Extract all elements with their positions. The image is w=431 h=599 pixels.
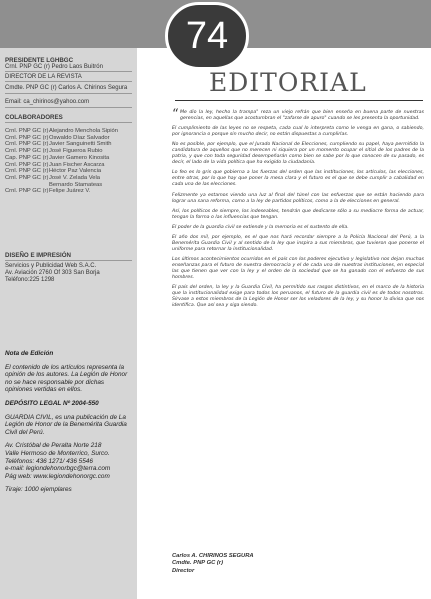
design-line: Av. Aviación 2760 Of 303 San Borja <box>5 270 100 276</box>
editorial-body <box>172 110 424 313</box>
divider <box>5 122 132 123</box>
page-title: EDITORIAL <box>209 68 367 97</box>
collaborator-rank: Crnl. PNP GC (r) <box>5 128 49 134</box>
editorial-paragraph: Lo feo es lo gris que gobierna a las fuerzas del orden que las instituciones, los artículos, las elecciones, entre otras, por lo que hay que poner la mesa clara y el futuro es el que se debe cumplir a cabalidad en cada una de las elecciones. <box>172 170 424 188</box>
collaborator-name: Alejandro Menchola Sipión <box>49 128 118 134</box>
collaborator-row <box>5 128 118 135</box>
collaborator-row <box>5 155 118 162</box>
editorial-paragraph: El poder de la guardia civil se extiende y la memoria es el sustento de ella. <box>172 224 349 230</box>
president-name: Crnl. PNP GC (r) Pedro Laos Buitrón <box>5 64 103 70</box>
collaborators-label: COLABORADORES <box>5 114 63 121</box>
divider <box>5 71 132 72</box>
address-line: Pág web: www.legiondehonorgc.com <box>5 472 110 480</box>
collaborator-name: Héctor Paz Valencia <box>49 168 102 175</box>
nota-text: El contenido de los artículos representa la opinión de los autores. La Legión de Honor no se hace responsable por dichas opiniones vertidas en ellos. <box>5 363 128 394</box>
collaborator-name: Oswaldo Díaz Salvador <box>49 134 110 141</box>
address-line: e-mail: legiondehonorbgc@terra.com <box>5 465 111 473</box>
director-label: DIRECTOR DE LA REVISTA <box>5 74 82 80</box>
quote-icon: “ <box>172 107 179 122</box>
editorial-paragraph: Me dio la ley, hecho la trampa" reza un viejo refrán que bien enseña en buena parte de nuestras gerencias, en aquellas que acostumbran el "zafarse de apuro" cuando se les presenta la oportunidad. <box>180 110 424 122</box>
collaborator-rank: Cap. PNP GC (r) <box>5 154 49 161</box>
collaborator-name: Javier Sanguinetti Smith <box>49 141 112 148</box>
collaborator-row <box>5 135 118 142</box>
collaborators-list <box>5 128 118 195</box>
title-underline <box>175 100 423 101</box>
collaborator-rank: Crnl. PNP GC (r) <box>5 134 49 141</box>
design-line: Teléfono:225 1298 <box>5 277 55 283</box>
collaborator-row <box>5 175 118 182</box>
issue-number-badge: 74 <box>165 2 249 70</box>
collaborator-row <box>5 148 118 155</box>
tiraje: Tiraje: 1000 ejemplares <box>5 486 72 494</box>
editorial-paragraph: No es posible, por ejemplo, que el Jurado Nacional de Elecciones, cumpliendo su papel, haya permitido la candidatura de aquellos que no merecen ni siquiera por un momento ocupar el sitial de los padres de la patria, y que con toda seguridad desempeñarán como bien se sabe por lo que conocen de su pasado, es decir, el lado de la vida política que ha exigido la ciudadanía. <box>172 142 424 166</box>
collaborator-rank: Crnl. PNP GC (r) <box>5 148 49 155</box>
design-line: Servicios y Publicidad Web S.A.C. <box>5 263 97 269</box>
signature-title: Director <box>172 567 195 574</box>
editorial-paragraph: Los últimos acontecimientos ocurridos en el país con los poderes ejecutivo y legislativo nos dejan muchas enseñanzas para el futuro de nuestra democracia y el de cada una de nuestras instituciones, en especial las que tienen que ver con la ley y el orden de la sociedad que se ha ganado con el esfuerzo de sus hombres. <box>172 256 424 281</box>
nota-title: Nota de Edición <box>5 350 54 357</box>
divider <box>5 260 132 261</box>
collaborator-name: Juan Fischer Ascarza <box>49 161 105 168</box>
address-line: Valle Hermoso de Monterrico, Surco. <box>5 449 110 457</box>
divider <box>5 107 132 108</box>
sidebar <box>0 0 137 599</box>
editorial-paragraph: El año dos mil, por ejemplo, es el que nos hará recordar siempre a la Policía Nacional del Perú, a la Benemérita Guardia Civil y al sentido de la ley que inspira a sus miembros, que tuvieron que ponerse el uniforme para retornar la institucionalidad. <box>172 234 424 252</box>
collaborator-rank: Crnl. PNP GC (r) <box>5 161 49 168</box>
collaborator-row <box>5 168 118 175</box>
director-name: Cmdte. PNP GC (r) Carlos A. Chirinos Segura <box>5 85 128 91</box>
collaborator-name: Felipe Juárez V. <box>49 188 91 195</box>
address-line: Av. Cristóbal de Peralta Norte 218 <box>5 442 102 450</box>
editorial-paragraph: Así, los políticos de siempre, los indeseables, tendrán que dedicarse sólo a su mediocre forma de actuar, tengan la forma o las influencias que tengan. <box>172 208 424 220</box>
collaborator-rank: Crnl. PNP GC (r) <box>5 188 49 195</box>
collaborator-row <box>5 188 118 195</box>
deposito-legal: DEPÓSITO LEGAL Nº 2004-550 <box>5 399 99 407</box>
collaborator-rank: Crnl. PNP GC (r) <box>5 168 49 175</box>
email-line: Email: ca_chirinos@yahoo.com <box>5 99 90 105</box>
collaborator-name: José Figueroa Rubio <box>49 148 103 155</box>
signature-block <box>172 553 254 575</box>
divider <box>5 81 132 82</box>
design-label: DISEÑO E IMPRESIÓN <box>5 252 72 259</box>
collaborator-name: Bernardo Stamateas <box>49 181 103 188</box>
collaborator-row <box>5 162 118 169</box>
signature-name: Carlos A. CHIRINOS SEGURA <box>172 553 254 559</box>
guardia-text: GUARDIA CIVIL, es una publicación de La Legión de Honor de la Benemérita Guardia Civil del Perú. <box>5 413 127 436</box>
edition-note <box>5 350 132 500</box>
collaborator-row <box>5 182 118 189</box>
president-label: PRESIDENTE LGHBGC <box>5 57 74 64</box>
address-line: Teléfonos: 436 1271/ 436 5546 <box>5 457 93 465</box>
collaborator-name: Javier Gamero Kinosita <box>49 154 110 161</box>
sidebar-header-band <box>0 0 137 48</box>
editorial-paragraph: El cumplimiento de las leyes no se respeta, cada cual lo interpreta como le venga en gana, o sabiendo, por ignorancia o porque sin mucho decir, no están dispuestas a cumplirlas. <box>172 126 424 138</box>
collaborator-name: José V. Zelada Vela <box>49 174 101 181</box>
editorial-paragraph: Felizmente ya estamos viendo una luz al final del túnel con las esfuerzas que se están haciendo para lograr una sana reforma, como a la ley de partidos políticos, como a la de elecciones en general. <box>172 192 424 204</box>
collaborator-rank: Crnl. PNP GC (r) <box>5 141 49 148</box>
collaborator-rank: Crnl. PNP GC (r) <box>5 174 49 181</box>
signature-rank: Cmdte. PNP GC (r) <box>172 560 223 567</box>
divider <box>5 93 132 94</box>
editorial-paragraph: El país del orden, la ley y la Guardia Civil, ha permitido sus rasgos distintivos, en el marco de la historia que la institucionalidad exige para todos los peruanos, el futuro de la guardia civil es de todos nosotros. Sírvase a estos miembros de la Legión de Honor ser los veladores de la ley, y su honor la divisa que nos identifica. Que así sea y siga siendo. <box>172 285 424 309</box>
collaborator-row <box>5 141 118 148</box>
